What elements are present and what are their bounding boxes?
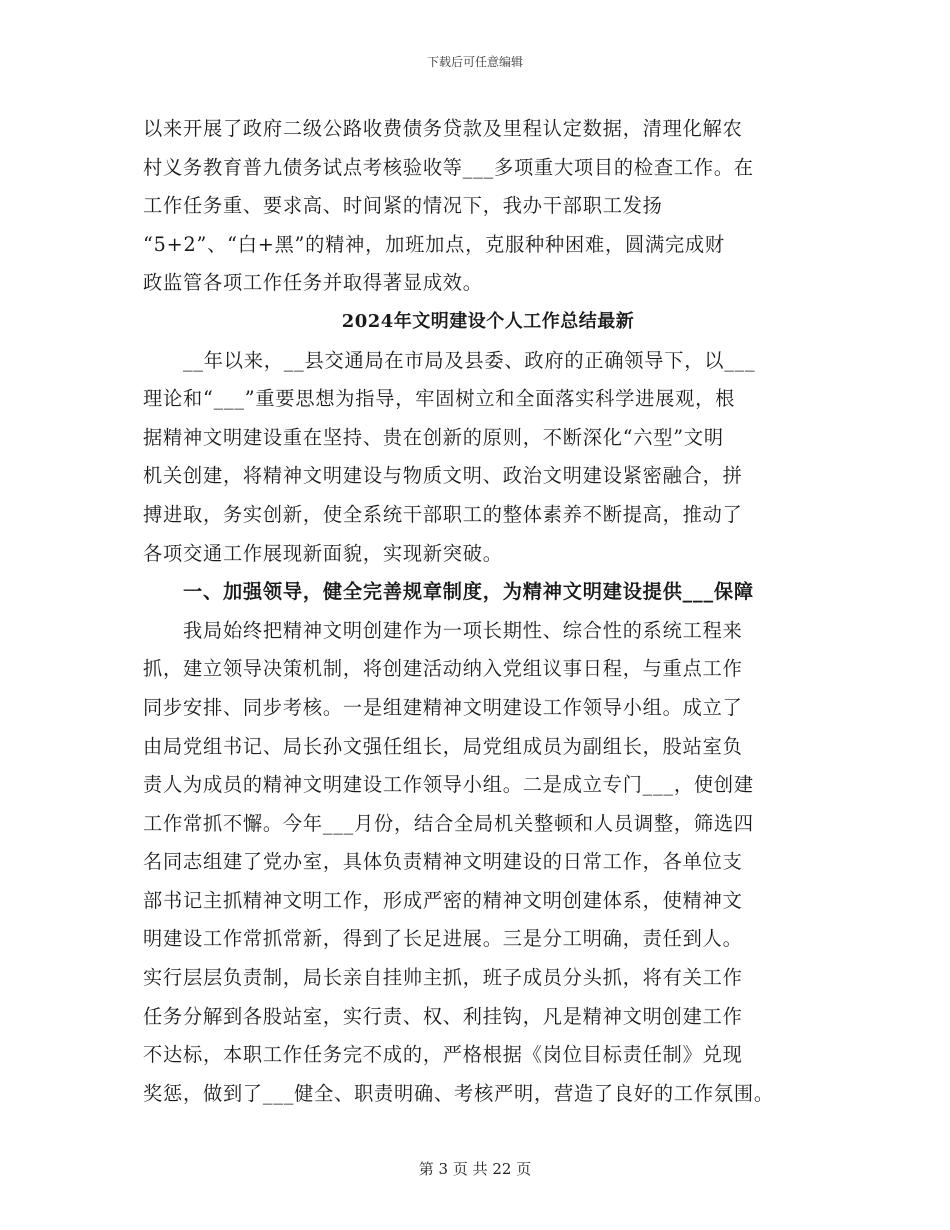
- text-line: 明建设工作常抓常新，得到了长足进展。三是分工明确，责任到人。: [143, 927, 743, 951]
- text-line: 部书记主抓精神文明工作，形成严密的精神文明创建体系，使精神文: [143, 888, 743, 912]
- text-line: 以来开展了政府二级公路收费债务贷款及里程认定数据，清理化解农: [143, 117, 743, 140]
- text-line: 工作常抓不懈。今年___月份，结合全局机关整顿和人员调整，筛选四: [143, 811, 754, 835]
- text-line: 名同志组建了党办室，具体负责精神文明建设的日常工作，各单位支: [143, 850, 743, 874]
- paragraph-2: [143, 612, 823, 1114]
- text-line: 奖惩，做到了___健全、职责明确、考核严明，营造了良好的工作氛围。: [143, 1081, 774, 1105]
- text-line: __年以来，__县交通局在市局及县委、政府的正确领导下，以___: [143, 348, 756, 372]
- text-line: “5+2”、“白+黑”的精神，加班加点，克服种种困难，圆满完成财: [143, 232, 725, 256]
- intro-paragraph: [143, 110, 823, 303]
- text-line: 任务分解到各股站室，实行责、权、利挂钩，凡是精神文明创建工作: [143, 1004, 743, 1028]
- text-line: 机关创建，将精神文明建设与物质文明、政治文明建设紧密融合，拼: [143, 464, 743, 488]
- text-line: 政监管各项工作任务并取得著显成效。: [143, 271, 483, 295]
- text-line: 据精神文明建设重在坚持、贵在创新的原则，不断深化“六型”文明: [143, 425, 724, 449]
- document-title: 2024年文明建设个人工作总结最新: [341, 310, 635, 332]
- header-note: 下载后可任意编辑: [426, 55, 523, 69]
- paragraph-1: [143, 342, 823, 574]
- text-line: 不达标，本职工作任务完不成的，严格根据《岗位目标责任制》兑现: [143, 1043, 743, 1067]
- text-line: 工作任务重、要求高、时间紧的情况下，我办干部职工发扬: [143, 194, 663, 218]
- text-line: 实行层层负责制，局长亲自挂帅主抓，班子成员分头抓，将有关工作: [143, 966, 743, 990]
- text-line: 搏进取，务实创新，使全系统干部职工的整体素养不断提高，推动了: [143, 502, 743, 526]
- text-line: 各项交通工作展现新面貌，实现新突破。: [143, 541, 503, 565]
- page-number: 第 3 页 共 22 页: [418, 1160, 532, 1178]
- text-line: 由局党组书记、局长孙文强任组长，局党组成员为副组长，股站室负: [143, 734, 743, 758]
- section-heading-1: 一、加强领导，健全完善规章制度，为精神文明建设提供___保障: [143, 580, 754, 604]
- text-line: 抓，建立领导决策机制，将创建活动纳入党组议事日程，与重点工作: [143, 657, 743, 681]
- text-line: 理论和“___”重要思想为指导，牢固树立和全面落实科学进展观，根: [143, 387, 736, 411]
- text-line: 村义务教育普九债务试点考核验收等___多项重大项目的检查工作。在: [143, 155, 754, 179]
- document-body: [143, 110, 823, 1113]
- text-line: 同步安排、同步考核。一是组建精神文明建设工作领导小组。成立了: [143, 695, 743, 719]
- text-line: 我局始终把精神文明创建作为一项长期性、综合性的系统工程来: [143, 618, 743, 642]
- text-line: 责人为成员的精神文明建设工作领导小组。二是成立专门___，使创建: [143, 773, 754, 797]
